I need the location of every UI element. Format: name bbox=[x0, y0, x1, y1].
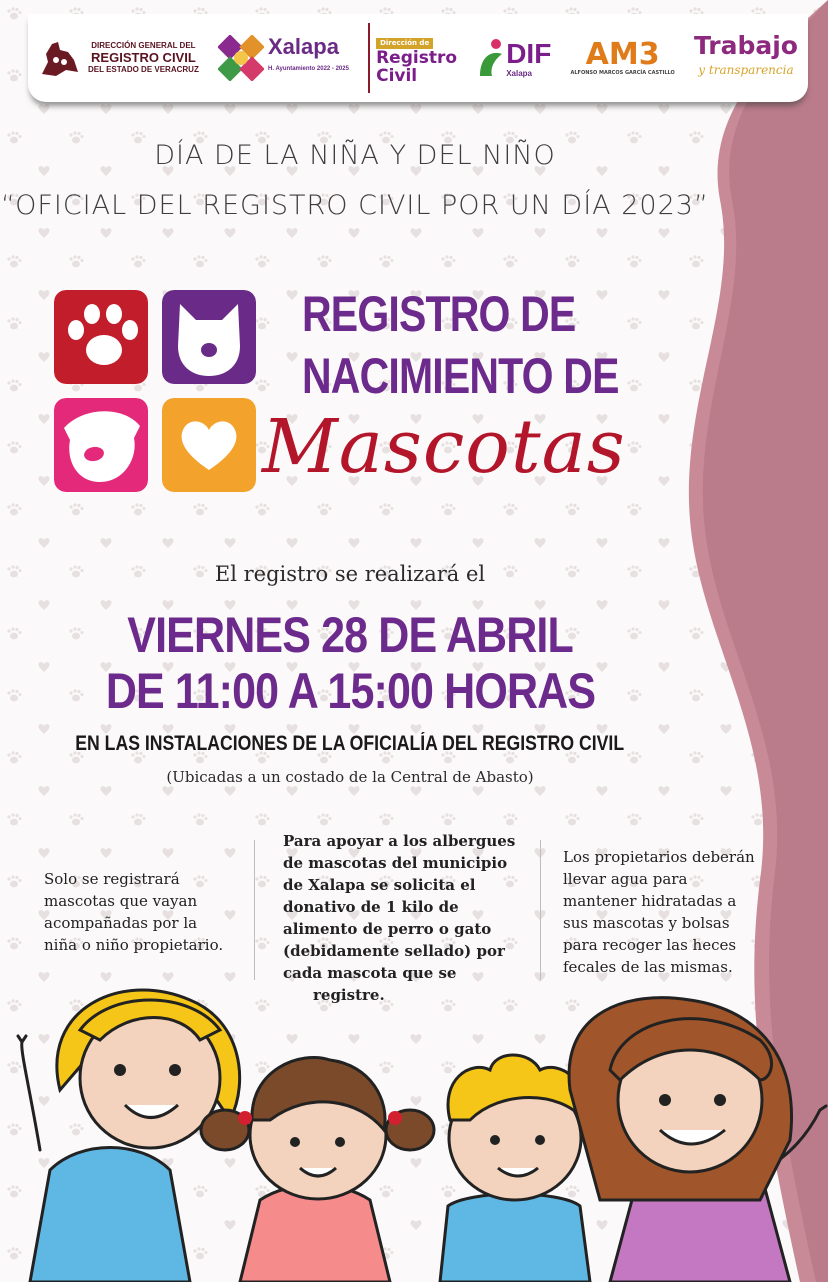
title-line1: REGISTRO DE bbox=[302, 286, 576, 342]
schedule-date bbox=[0, 608, 700, 662]
event-title-line1: DÍA DE LA NIÑA Y DEL NIÑO bbox=[154, 140, 556, 171]
title-line2: NACIMIENTO DE bbox=[302, 348, 619, 404]
schedule-intro: El registro se realizará el bbox=[214, 562, 486, 586]
schedule-hours bbox=[0, 664, 700, 718]
column-divider bbox=[254, 840, 255, 980]
req-mid-line: alimento de perro o gato bbox=[283, 920, 492, 938]
req-right-line: sus mascotas y bolsas bbox=[563, 914, 730, 932]
kid-brunette-girl bbox=[569, 998, 791, 1282]
schedule-location-note: (Ubicadas a un costado de la Central de Abasto) bbox=[166, 768, 534, 786]
dog-face-icon bbox=[54, 398, 148, 492]
registro-civil-line2: REGISTRO CIVIL bbox=[91, 50, 196, 65]
veracruz-map-icon bbox=[38, 36, 82, 80]
title-script: Mascotas bbox=[262, 404, 626, 490]
req-left-line: acompañadas por la bbox=[44, 914, 198, 932]
logo-bar bbox=[28, 14, 808, 102]
req-mid-line: Para apoyar a los albergues bbox=[283, 832, 516, 850]
logo-xalapa bbox=[218, 23, 349, 93]
req-mid-line: registre. bbox=[313, 986, 385, 1004]
logo-dif bbox=[476, 23, 551, 93]
dif-figure-icon bbox=[476, 36, 506, 80]
xalapa-sub: H. Ayuntamiento 2022 - 2025 bbox=[268, 66, 349, 72]
req-left-line: mascotas que vayan bbox=[44, 892, 198, 910]
req-mid-line: donativo de 1 kilo de bbox=[283, 898, 459, 916]
req-right-line: mantener hidratadas a bbox=[563, 892, 737, 910]
requirement-right bbox=[563, 846, 793, 978]
paw-icon bbox=[54, 290, 148, 384]
schedule-hours-text: DE 11:00 A 15:00 HORAS bbox=[105, 663, 595, 719]
regciv-line2: Civil bbox=[376, 66, 418, 86]
schedule-date-text: VIERNES 28 DE ABRIL bbox=[127, 607, 573, 663]
xalapa-emblem-icon bbox=[218, 35, 264, 81]
req-mid-line: de mascotas del municipio bbox=[283, 854, 508, 872]
regciv-line1: Registro bbox=[376, 48, 458, 68]
logo-registro-civil-municipal bbox=[368, 23, 457, 93]
am3-name: AM3 bbox=[585, 37, 660, 72]
event-title-line2: “OFICIAL DEL REGISTRO CIVIL POR UN DÍA 2023” bbox=[1, 190, 709, 221]
req-mid-line: cada mascota que se bbox=[283, 964, 457, 982]
xalapa-name: Xalapa bbox=[268, 34, 339, 59]
req-mid-line: (debidamente sellado) por bbox=[283, 942, 505, 960]
column-divider bbox=[540, 840, 541, 980]
req-left-line: Solo se registrará bbox=[44, 870, 180, 888]
logo-registro-civil-estado bbox=[38, 23, 199, 93]
schedule-venue bbox=[0, 732, 700, 756]
req-right-line: fecales de las mismas. bbox=[563, 958, 733, 976]
req-right-line: Los propietarios deberán bbox=[563, 848, 755, 866]
requirement-left bbox=[44, 868, 254, 956]
kid-blonde-boy bbox=[440, 1055, 590, 1282]
req-right-line: para recoger las heces bbox=[563, 936, 737, 954]
req-mid-line: de Xalapa se solicita el bbox=[283, 876, 476, 894]
regciv-tag: Dirección de bbox=[376, 38, 433, 49]
registro-civil-line3: DEL ESTADO DE VERACRUZ bbox=[88, 65, 199, 74]
logo-trabajo-transparencia bbox=[694, 23, 798, 93]
trabajo-sub: y transparencia bbox=[698, 63, 794, 77]
dif-sub: Xalapa bbox=[506, 69, 532, 78]
cat-face-icon bbox=[162, 290, 256, 384]
req-left-line: niña o niño propietario. bbox=[44, 936, 224, 954]
schedule-venue-text: EN LAS INSTALACIONES DE LA OFICIALÍA DEL REGISTRO CIVIL bbox=[75, 732, 625, 755]
heart-icon bbox=[162, 398, 256, 492]
kids-illustration bbox=[0, 970, 828, 1282]
dif-name: DIF bbox=[506, 38, 552, 69]
req-right-line: llevar agua para bbox=[563, 870, 688, 888]
logo-am3 bbox=[570, 23, 674, 93]
trabajo-name: Trabajo bbox=[693, 31, 798, 60]
registro-civil-line1: DIRECCIÓN GENERAL DEL bbox=[91, 41, 196, 50]
am3-sub: ALFONSO MARCOS GARCÍA CASTILLO bbox=[570, 70, 675, 76]
